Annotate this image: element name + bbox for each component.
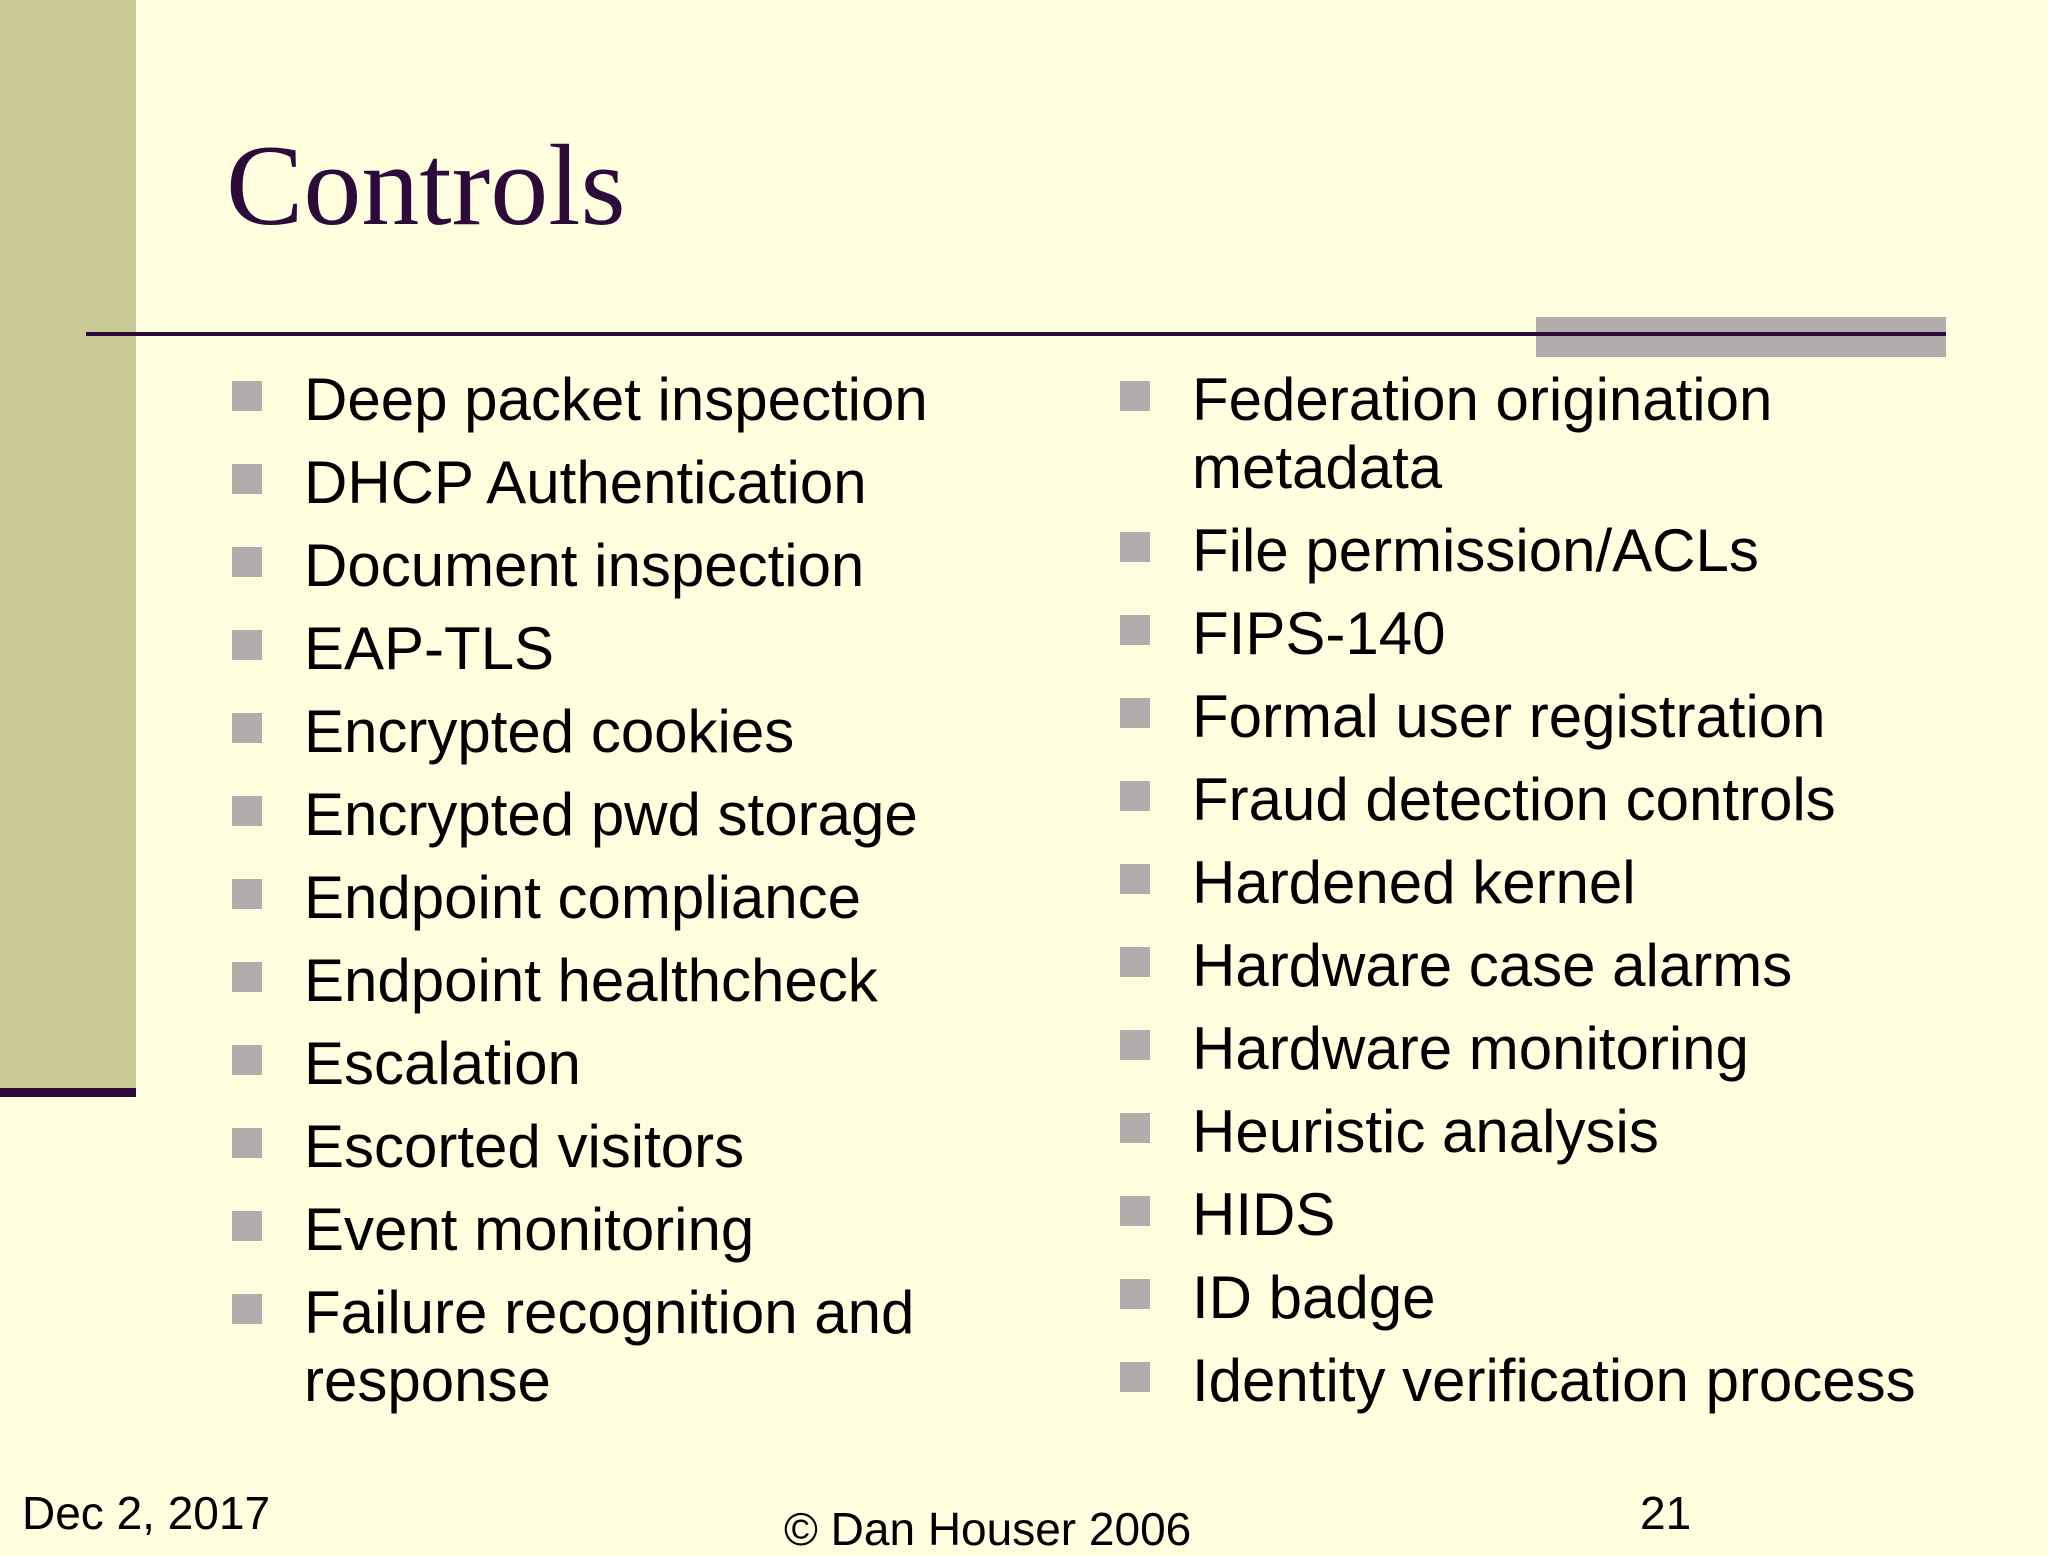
bullet-text: File permission/ACLs [1192,517,1759,584]
bullet-text: Formal user registration [1192,683,1826,750]
bullet-item [226,1113,1076,1181]
square-bullet-icon [1120,1362,1150,1392]
bullet-item [1114,366,1994,502]
bullet-item [1114,766,1994,834]
bullet-item [226,532,1076,600]
square-bullet-icon [1120,1030,1150,1060]
square-bullet-icon [1120,698,1150,728]
square-bullet-icon [1120,1279,1150,1309]
slide-title: Controls [226,122,626,250]
bullet-item [1114,849,1994,917]
bullet-item [1114,1347,1994,1415]
bullet-text: DHCP Authentication [304,449,867,516]
title-rule-accent [1536,317,1946,357]
square-bullet-icon [1120,1196,1150,1226]
bullet-text: Document inspection [304,532,865,599]
bullet-text: Escalation [304,1030,581,1097]
bullet-item [226,864,1076,932]
bullet-text: Endpoint compliance [304,864,862,931]
square-bullet-icon [232,796,262,826]
bullet-item [1114,1181,1994,1249]
footer-date: Dec 2, 2017 [22,1487,271,1539]
bullet-item [226,1279,1076,1415]
bullet-text: FIPS-140 [1192,600,1446,667]
square-bullet-icon [1120,1113,1150,1143]
bullet-text: Heuristic analysis [1192,1098,1659,1165]
bullet-item [1114,1098,1994,1166]
square-bullet-icon [232,879,262,909]
side-band-edge [0,1088,136,1097]
square-bullet-icon [232,630,262,660]
bullet-item [1114,683,1994,751]
bullet-text: Failure recognition and response [304,1279,915,1414]
bullet-item [1114,600,1994,668]
square-bullet-icon [1120,615,1150,645]
bullet-text: EAP-TLS [304,615,555,682]
square-bullet-icon [232,1045,262,1075]
bullet-item [226,1030,1076,1098]
bullet-text: Escorted visitors [304,1113,745,1180]
title-rule [86,332,1946,336]
bullet-text: Encrypted pwd storage [304,781,918,848]
left-bullet-column [226,366,1076,1430]
bullet-item [1114,932,1994,1000]
bullet-text: Hardware monitoring [1192,1015,1749,1082]
bullet-item [226,449,1076,517]
bullet-text: HIDS [1192,1181,1336,1248]
bullet-item [1114,1015,1994,1083]
square-bullet-icon [232,1211,262,1241]
bullet-text: Identity verification process [1192,1347,1916,1414]
bullet-item [1114,1264,1994,1332]
bullet-text: Event monitoring [304,1196,755,1263]
square-bullet-icon [232,547,262,577]
square-bullet-icon [232,381,262,411]
side-band [0,0,136,1088]
bullet-text: Hardened kernel [1192,849,1636,916]
bullet-text: Fraud detection controls [1192,766,1836,833]
bullet-item [226,615,1076,683]
footer-page-number: 21 [1640,1487,1692,1539]
bullet-item [226,366,1076,434]
bullet-text: Encrypted cookies [304,698,795,765]
bullet-text: Hardware case alarms [1192,932,1793,999]
bullet-text: Deep packet inspection [304,366,928,433]
square-bullet-icon [1120,781,1150,811]
bullet-item [1114,517,1994,585]
footer-copyright: © Dan Houser 2006 [784,1503,1192,1555]
bullet-item [226,698,1076,766]
square-bullet-icon [232,1128,262,1158]
square-bullet-icon [1120,864,1150,894]
square-bullet-icon [232,1294,262,1324]
bullet-item [226,781,1076,849]
square-bullet-icon [1120,381,1150,411]
right-bullet-column [1114,366,1994,1430]
bullet-item [226,1196,1076,1264]
bullet-text: Endpoint healthcheck [304,947,878,1014]
square-bullet-icon [232,962,262,992]
square-bullet-icon [232,464,262,494]
bullet-text: ID badge [1192,1264,1436,1331]
bullet-text: Federation origination metadata [1192,366,1773,501]
square-bullet-icon [232,713,262,743]
bullet-item [226,947,1076,1015]
square-bullet-icon [1120,532,1150,562]
square-bullet-icon [1120,947,1150,977]
